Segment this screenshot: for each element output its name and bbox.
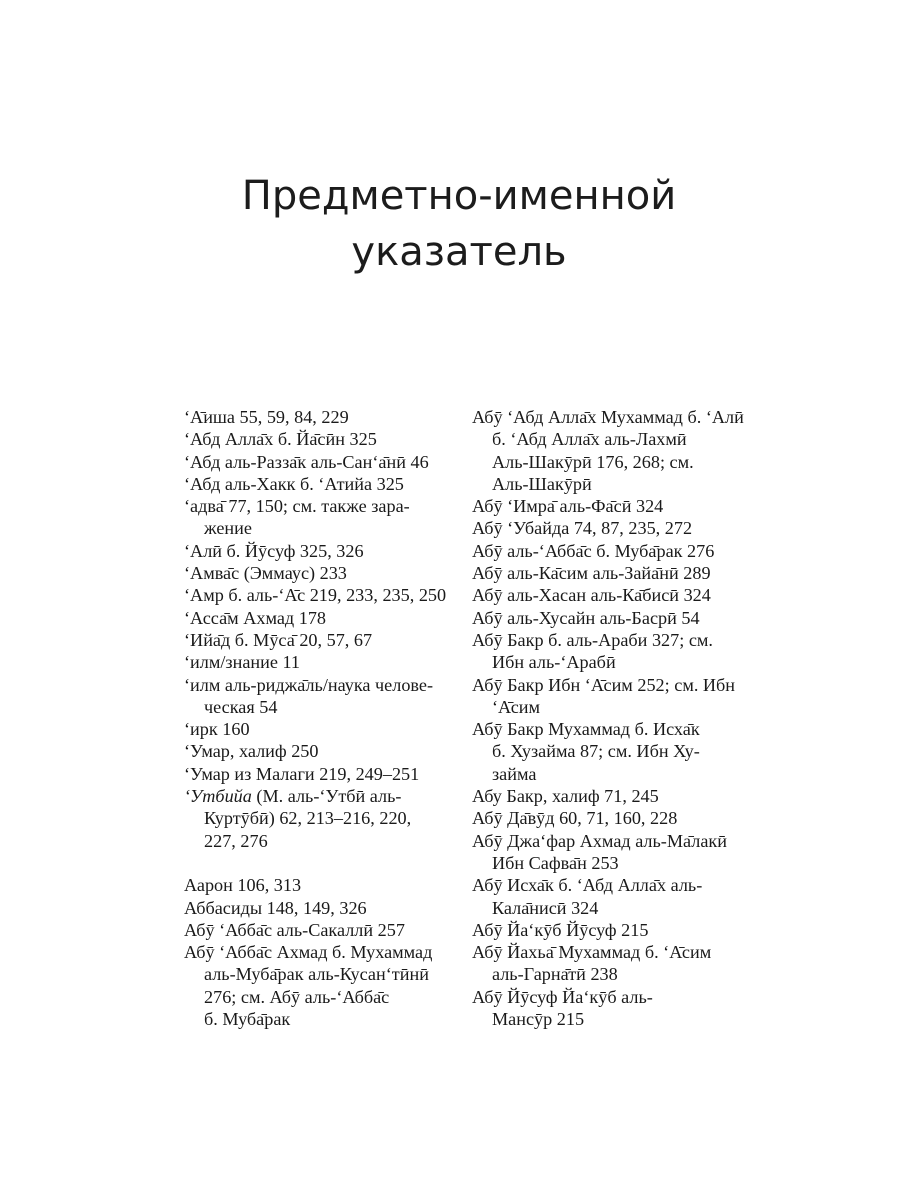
index-entry	[184, 451, 454, 473]
index-entry-line: Абӯ Йахьа̄ Мухаммад б. ʻА̄сим	[472, 942, 712, 963]
index-entry-line: Абӯ Да̄вӯд 60, 71, 160, 228	[472, 808, 678, 829]
index-entry	[472, 495, 762, 517]
index-entry-line: ʻА̄иша 55, 59, 84, 229	[184, 407, 349, 427]
index-entry-line: Аарон 106, 313	[184, 875, 302, 896]
index-entry-line: Абӯ аль-ʻАбба̄с б. Муба̄рак 276	[472, 540, 715, 561]
index-column-right	[472, 406, 762, 1030]
index-entry	[184, 495, 454, 540]
index-entry-continuation: б. Хузайма 87; см. Ибн Ху-	[492, 741, 700, 762]
index-entry-continuation: ческая 54	[204, 696, 278, 717]
index-entry	[184, 785, 454, 852]
index-entry-continuation: аль-Гарна̄тӣ 238	[492, 964, 618, 985]
index-entry-line: Абӯ Йӯсуф Йаʻкӯб аль-	[472, 986, 653, 1007]
index-entry	[472, 607, 762, 629]
index-entry	[184, 406, 454, 428]
index-entry-continuation: Кала̄нисӣ 324	[492, 897, 599, 918]
index-entry-line: Абӯ аль-Хусайн аль-Басрӣ 54	[472, 607, 700, 628]
index-entry-line: ʻирк 160	[184, 719, 250, 740]
index-entry	[472, 874, 762, 919]
index-entry-line: Абӯ Бакр Мухаммад б. Исха̄к	[472, 719, 700, 740]
index-entry	[184, 428, 454, 450]
index-entry-continuation: Куртӯбӣ) 62, 213–216, 220,	[204, 808, 412, 829]
index-group-gap	[184, 852, 454, 874]
index-entry-line: Абӯ ʻИмра̄ аль-Фа̄сӣ 324	[472, 496, 664, 517]
index-entry	[184, 651, 454, 673]
index-entry-line: Абӯ ʻУбайда 74, 87, 235, 272	[472, 518, 693, 539]
index-entry-line: Абӯ ʻАбба̄с Ахмад б. Мухаммад	[184, 942, 433, 963]
index-entry-line: ʻИйа̄д б. Мӯса̄ 20, 57, 67	[184, 629, 373, 650]
index-entry	[184, 473, 454, 495]
index-entry-line: ʻАлӣ б. Йӯсуф 325, 326	[184, 540, 364, 561]
page-title-line-1: Предметно-именной	[241, 173, 677, 219]
index-entry	[472, 406, 762, 495]
index-entry-italic-term: ʻУтбийа	[184, 786, 252, 807]
index-entry	[472, 540, 762, 562]
index-entry-continuation: б. Муба̄рак	[204, 1009, 291, 1030]
index-entry	[184, 584, 454, 606]
index-entry-continuation: займа	[492, 763, 537, 784]
index-entry-line: Абӯ Джаʻфар Ахмад аль-Ма̄лакӣ	[472, 830, 727, 851]
index-entry-line: ʻАбд Алла̄х б. Йа̄сӣн 325	[184, 429, 377, 450]
index-entry	[184, 562, 454, 584]
index-entry-continuation: аль-Муба̄рак аль-Кусанʻтӣнӣ	[204, 964, 429, 985]
index-entry-line: Абӯ Бакр Ибн ʻА̄сим 252; см. Ибн	[472, 674, 736, 695]
index-entry-continuation: Ибн Сафва̄н 253	[492, 852, 619, 873]
index-entry	[472, 517, 762, 539]
index-entry-line: Абӯ аль-Ка̄сим аль-Зайа̄нӣ 289	[472, 563, 711, 584]
index-entry-line: ʻУмар, халиф 250	[184, 741, 319, 762]
index-entry	[472, 941, 762, 986]
page-title-line-2: указатель	[351, 229, 567, 275]
index-entry-line: ʻадва̄ 77, 150; см. также зара-	[184, 496, 410, 517]
index-entry-continuation: Мансӯр 215	[492, 1009, 585, 1030]
index-entry-rest: (М. аль-ʻУтбӣ аль-	[251, 786, 402, 807]
index-entry-line: ʻАсса̄м Ахмад 178	[184, 607, 327, 628]
index-entry	[184, 897, 454, 919]
index-entry-line: ʻилм/знание 11	[184, 652, 301, 673]
index-entry	[184, 674, 454, 719]
index-entry-line	[184, 786, 401, 806]
index-entry-line: Абӯ Бакр б. аль-Араби 327; см.	[472, 629, 713, 650]
index-entry-line: Абӯ ʻАбба̄с аль-Сакаллӣ 257	[184, 919, 405, 940]
index-entry-line: Абӯ ʻАбд Алла̄х Мухаммад б. ʻАлӣ	[472, 407, 744, 427]
index-entry	[184, 629, 454, 651]
index-entry	[184, 540, 454, 562]
index-entry	[184, 874, 454, 896]
index-entry-continuation: ʻА̄сим	[492, 696, 541, 717]
index-entry-line: ʻУмар из Малаги 219, 249–251	[184, 763, 420, 784]
index-entry-line: ʻАмр б. аль-ʻА̄с 219, 233, 235, 250	[184, 585, 447, 606]
index-entry	[184, 607, 454, 629]
index-entry	[472, 986, 762, 1031]
index-entry-continuation: 227, 276	[204, 830, 268, 851]
index-entry-line: ʻАбд аль-Разза̄к аль-Санʻа̄нӣ 46	[184, 451, 429, 472]
index-entry-line: Абу Бакр, халиф 71, 245	[472, 786, 659, 807]
index-entry	[184, 718, 454, 740]
index-entry-continuation: Аль-Шакӯрӣ 176, 268; см.	[492, 451, 694, 472]
index-entry-line: Аббасиды 148, 149, 326	[184, 897, 367, 918]
index-entry-continuation: 276; см. Абӯ аль-ʻАбба̄с	[204, 986, 390, 1007]
index-entry	[472, 718, 762, 785]
index-entry	[472, 807, 762, 829]
index-entry-line: ʻилм аль-риджа̄ль/наука челове-	[184, 674, 434, 695]
index-entry-line: Абӯ Исха̄к б. ʻАбд Алла̄х аль-	[472, 875, 703, 896]
page-title	[0, 168, 900, 280]
index-entry	[472, 562, 762, 584]
index-entry-line: Абӯ аль-Хасан аль-Ка̄бисӣ 324	[472, 585, 711, 606]
index-entry-line: ʻАмва̄с (Эммаус) 233	[184, 563, 347, 584]
index-entry-continuation: б. ʻАбд Алла̄х аль-Лахмӣ	[492, 429, 687, 450]
index-entry-line: Абӯ Йаʻкӯб Йӯсуф 215	[472, 919, 649, 940]
index-entry-continuation: жение	[204, 518, 252, 539]
index-entry	[184, 740, 454, 762]
index-entry-continuation: Аль-Шакӯрӣ	[492, 473, 592, 494]
index-entry	[472, 785, 762, 807]
index-entry	[472, 674, 762, 719]
index-entry	[184, 941, 454, 1030]
index-entry	[472, 629, 762, 674]
index-entry-line: ʻАбд аль-Хакк б. ʻАтийа 325	[184, 473, 404, 494]
index-entry-continuation: Ибн аль-ʻАрабӣ	[492, 652, 616, 673]
index-entry	[184, 763, 454, 785]
index-column-left	[184, 406, 454, 1030]
index-entry	[184, 919, 454, 941]
index-entry	[472, 830, 762, 875]
index-entry	[472, 584, 762, 606]
index-entry	[472, 919, 762, 941]
